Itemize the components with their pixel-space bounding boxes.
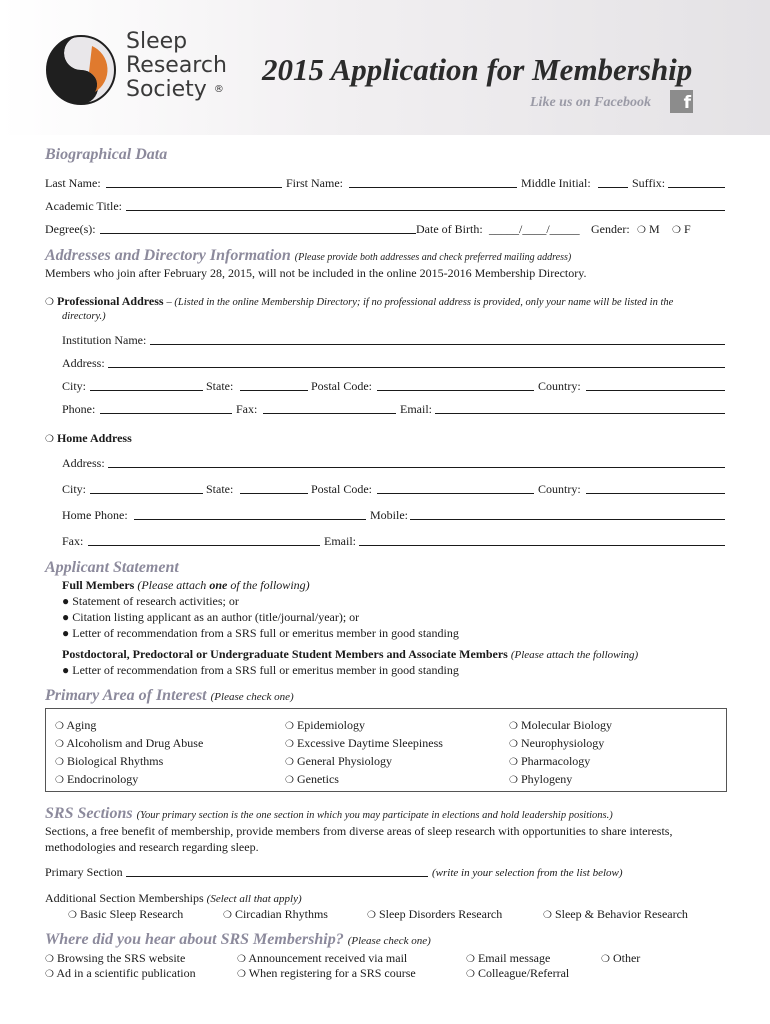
academic-title-label: Academic Title: [45, 199, 122, 213]
full-bullet-1: ● Statement of research activities; or [62, 594, 239, 608]
sections-intro-2: methodologies and research regarding sleep. [45, 840, 259, 854]
checkbox-icon: ❍ [55, 757, 64, 768]
dob-field[interactable]: _____/____/_____ [489, 222, 580, 236]
checkbox-icon: ❍ [285, 757, 294, 768]
hear-heading: Where did you hear about SRS Membership? (Please check one) [45, 931, 431, 948]
checkbox-icon: ❍ [45, 434, 54, 445]
checkbox-icon: ❍ [601, 954, 610, 965]
checkbox-icon: ❍ [68, 910, 77, 921]
degrees-label: Degree(s): [45, 222, 96, 236]
interest-option[interactable]: ❍ Phylogeny [509, 772, 573, 786]
addresses-heading: Addresses and Directory Information (Please provide both addresses and check preferred mailing address) [45, 247, 572, 264]
statement-heading: Applicant Statement [45, 559, 179, 576]
home-state-field[interactable] [240, 493, 308, 494]
section-option[interactable]: ❍ Circadian Rhythms [223, 907, 328, 921]
home-fax-field[interactable] [88, 545, 320, 546]
bio-heading: Biographical Data [45, 146, 168, 163]
hear-option[interactable]: ❍ Ad in a scientific publication [45, 966, 196, 980]
state-field[interactable] [240, 390, 308, 391]
hear-option[interactable]: ❍ Other [601, 951, 641, 965]
academic-title-field[interactable] [126, 210, 725, 211]
last-name-label: Last Name: [45, 176, 101, 190]
addresses-intro: Members who join after February 28, 2015, will not be included in the online 2015-2016 Membership Directory. [45, 266, 587, 280]
checkbox-icon: ❍ [237, 969, 246, 980]
interest-heading: Primary Area of Interest (Please check one) [45, 687, 294, 704]
city-field[interactable] [90, 390, 203, 391]
mobile-label: Mobile: [370, 508, 408, 522]
checkbox-icon: ❍ [509, 775, 518, 786]
section-option[interactable]: ❍ Sleep Disorders Research [367, 907, 503, 921]
sections-heading: SRS Sections (Your primary section is the one section in which you may participate in elections and hold leadership positions.) [45, 805, 613, 822]
country-field[interactable] [586, 390, 725, 391]
checkbox-icon: ❍ [45, 969, 54, 980]
additional-sections-label: Additional Section Memberships (Select all that apply) [45, 891, 302, 905]
checkbox-icon: ❍ [285, 739, 294, 750]
checkbox-icon: ❍ [223, 910, 232, 921]
fax-label: Fax: [236, 402, 258, 416]
middle-initial-label: Middle Initial: [521, 176, 591, 190]
postal-label: Postal Code: [311, 379, 373, 393]
interest-option[interactable]: ❍ Pharmacology [509, 754, 591, 768]
home-address-field[interactable] [108, 467, 725, 468]
full-bullet-2: ● Citation listing applicant as an author (title/journal/year); or [62, 610, 360, 624]
hear-option[interactable]: ❍ Colleague/Referral [466, 966, 570, 980]
last-name-field[interactable] [106, 187, 282, 188]
dob-label: Date of Birth: [416, 222, 483, 236]
suffix-label: Suffix: [632, 176, 666, 190]
interest-option[interactable]: ❍ Endocrinology [55, 772, 139, 786]
hear-option[interactable]: ❍ Browsing the SRS website [45, 951, 186, 965]
section-option[interactable]: ❍ Sleep & Behavior Research [543, 907, 688, 921]
interest-option[interactable]: ❍ Biological Rhythms [55, 754, 164, 768]
section-option[interactable]: ❍ Basic Sleep Research [68, 907, 184, 921]
hear-option[interactable]: ❍ Announcement received via mail [237, 951, 408, 965]
facebook-link[interactable]: Like us on Facebook [530, 95, 651, 110]
checkbox-icon: ❍ [45, 954, 54, 965]
gender-m-option[interactable]: ❍ M [637, 222, 660, 236]
checkbox-icon: ❍ [285, 721, 294, 732]
interest-option[interactable]: ❍ Excessive Daytime Sleepiness [285, 736, 443, 750]
checkbox-icon: ❍ [55, 721, 64, 732]
professional-note: directory.) [62, 311, 106, 322]
middle-initial-field[interactable] [598, 187, 628, 188]
mobile-field[interactable] [410, 519, 725, 520]
checkbox-icon: ❍ [466, 954, 475, 965]
checkbox-icon: ❍ [45, 297, 54, 308]
email-label: Email: [400, 402, 432, 416]
country-label: Country: [538, 379, 581, 393]
checkbox-icon: ❍ [55, 775, 64, 786]
primary-section-note: (write in your selection from the list below) [432, 867, 623, 879]
checkbox-icon: ❍ [466, 969, 475, 980]
sections-intro-1: Sections, a free benefit of membership, provide members from diverse areas of sleep research with opportunities to share interests, [45, 824, 673, 838]
professional-address-option[interactable]: ❍ Professional Address – (Listed in the online Membership Directory; if no professional address is provided, only your name will be listed in the [45, 294, 674, 308]
post-bullet: ● Letter of recommendation from a SRS full or emeritus member in good standing [62, 663, 459, 677]
primary-section-label: Primary Section [45, 865, 123, 879]
fax-field[interactable] [263, 413, 396, 414]
home-fax-label: Fax: [62, 534, 84, 548]
city-label: City: [62, 379, 87, 393]
checkbox-icon: ❍ [237, 954, 246, 965]
checkbox-icon: ❍ [509, 721, 518, 732]
email-field[interactable] [435, 413, 725, 414]
post-members-label: Postdoctoral, Predoctoral or Undergraduate Student Members and Associate Members (Please attach the following) [62, 647, 639, 661]
checkbox-icon: ❍ [509, 739, 518, 750]
postal-field[interactable] [377, 390, 534, 391]
interest-option[interactable]: ❍ Epidemiology [285, 718, 365, 732]
degrees-field[interactable] [100, 233, 416, 234]
facebook-icon[interactable]: f [670, 90, 693, 113]
home-email-label: Email: [324, 534, 356, 548]
interest-option[interactable]: ❍ Aging [55, 718, 97, 732]
primary-section-field[interactable] [126, 876, 428, 877]
hear-option[interactable]: ❍ When registering for a SRS course [237, 966, 416, 980]
checkbox-icon: ❍ [55, 739, 64, 750]
first-name-label: First Name: [286, 176, 343, 190]
home-country-label: Country: [538, 482, 581, 496]
checkbox-icon: ❍ [285, 775, 294, 786]
hear-option[interactable]: ❍ Email message [466, 951, 551, 965]
checkbox-icon: ❍ [637, 225, 646, 236]
phone-label: Phone: [62, 402, 96, 416]
srs-logo-icon [45, 34, 117, 106]
institution-label: Institution Name: [62, 333, 147, 347]
home-state-label: State: [206, 482, 234, 496]
logo-wordmark: Sleep Research Society ® [126, 29, 227, 102]
gender-label: Gender: [591, 222, 630, 236]
gender-f-option[interactable]: ❍ F [672, 222, 691, 236]
home-postal-label: Postal Code: [311, 482, 373, 496]
checkbox-icon: ❍ [672, 225, 681, 236]
page-title: 2015 Application for Membership [262, 52, 693, 87]
home-city-label: City: [62, 482, 87, 496]
home-phone-label: Home Phone: [62, 508, 128, 522]
interest-option[interactable]: ❍ Neurophysiology [509, 736, 605, 750]
suffix-field[interactable] [668, 187, 725, 188]
address-field[interactable] [108, 367, 725, 368]
checkbox-icon: ❍ [367, 910, 376, 921]
home-address-label: Address: [62, 456, 105, 470]
interest-option[interactable]: ❍ Alcoholism and Drug Abuse [55, 736, 204, 750]
home-address-option[interactable]: ❍ Home Address [45, 431, 132, 445]
interest-option[interactable]: ❍ Genetics [285, 772, 339, 786]
phone-field[interactable] [100, 413, 232, 414]
interest-option[interactable]: ❍ General Physiology [285, 754, 392, 768]
home-city-field[interactable] [90, 493, 203, 494]
home-email-field[interactable] [359, 545, 725, 546]
full-bullet-3: ● Letter of recommendation from a SRS full or emeritus member in good standing [62, 626, 459, 640]
home-phone-field[interactable] [134, 519, 366, 520]
address-label: Address: [62, 356, 105, 370]
full-members-label: Full Members (Please attach one of the following) [62, 578, 310, 592]
checkbox-icon: ❍ [509, 757, 518, 768]
institution-field[interactable] [150, 344, 725, 345]
home-postal-field[interactable] [377, 493, 534, 494]
interest-option[interactable]: ❍ Molecular Biology [509, 718, 612, 732]
state-label: State: [206, 379, 234, 393]
first-name-field[interactable] [349, 187, 517, 188]
home-country-field[interactable] [586, 493, 725, 494]
checkbox-icon: ❍ [543, 910, 552, 921]
